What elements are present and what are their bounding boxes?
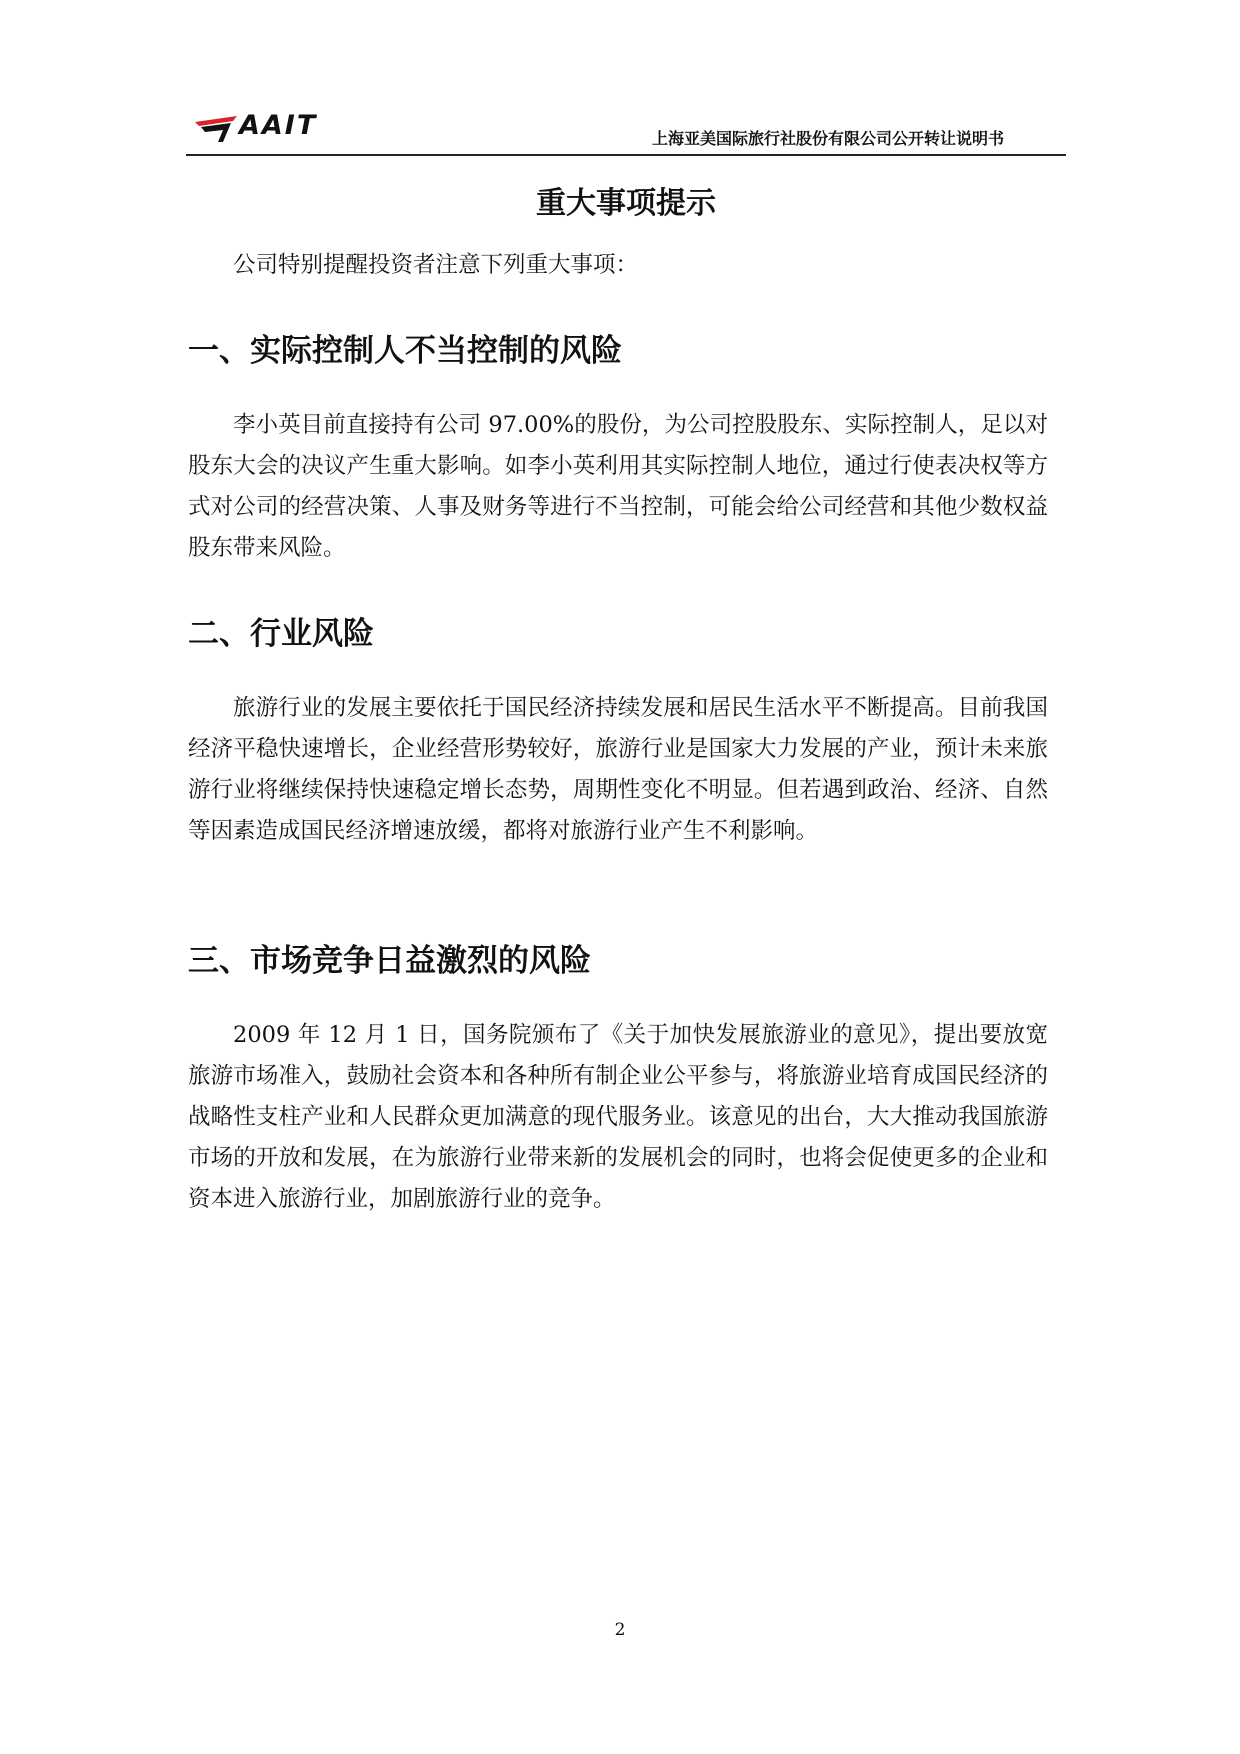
page-header [186,108,1066,156]
logo-text: AAIT [239,110,318,141]
document-title: 重大事项提示 [536,186,716,221]
section-body-3: 2009 年 12 月 1 日，国务院颁布了《关于加快发展旅游业的意见》，提出要放宽旅游市场准入，鼓励社会资本和各种所有制企业公平参与，将旅游业培育成国民经济的战略性支柱产业和人民群众更加满意的现代服务业。该意见的出台，大大推动我国旅游市场的开放和发展，在为旅游行业带来新的发展机会的同时，也将会促使更多的企业和资本进入旅游行业，加剧旅游行业的竞争。 [188,1022,1048,1212]
header-title: 上海亚美国际旅行社股份有限公司公开转让说明书 [651,129,1004,148]
section-heading-1: 一、实际控制人不当控制的风险 [188,333,622,369]
section-heading-2: 二、行业风险 [188,616,374,652]
section-body-1: 李小英目前直接持有公司 97.00%的股份，为公司控股股东、实际控制人，足以对股东大会的决议产生重大影响。如李小英利用其实际控制人地位，通过行使表决权等方式对公司的经营决策、人事及财务等进行不当控制，可能会给公司经营和其他少数权益股东带来风险。 [188,412,1048,561]
company-logo [193,108,343,148]
swoosh-icon [193,108,241,148]
section-body-2: 旅游行业的发展主要依托于国民经济持续发展和居民生活水平不断提高。目前我国经济平稳快速增长，企业经营形势较好，旅游行业是国家大力发展的产业，预计未来旅游行业将继续保持快速稳定增长态势，周期性变化不明显。但若遇到政治、经济、自然等因素造成国民经济增速放缓，都将对旅游行业产生不利影响。 [188,695,1048,844]
section-heading-3: 三、市场竞争日益激烈的风险 [188,943,591,979]
intro-paragraph: 公司特别提醒投资者注意下列重大事项： [233,252,639,278]
page-number: 2 [614,1620,626,1640]
